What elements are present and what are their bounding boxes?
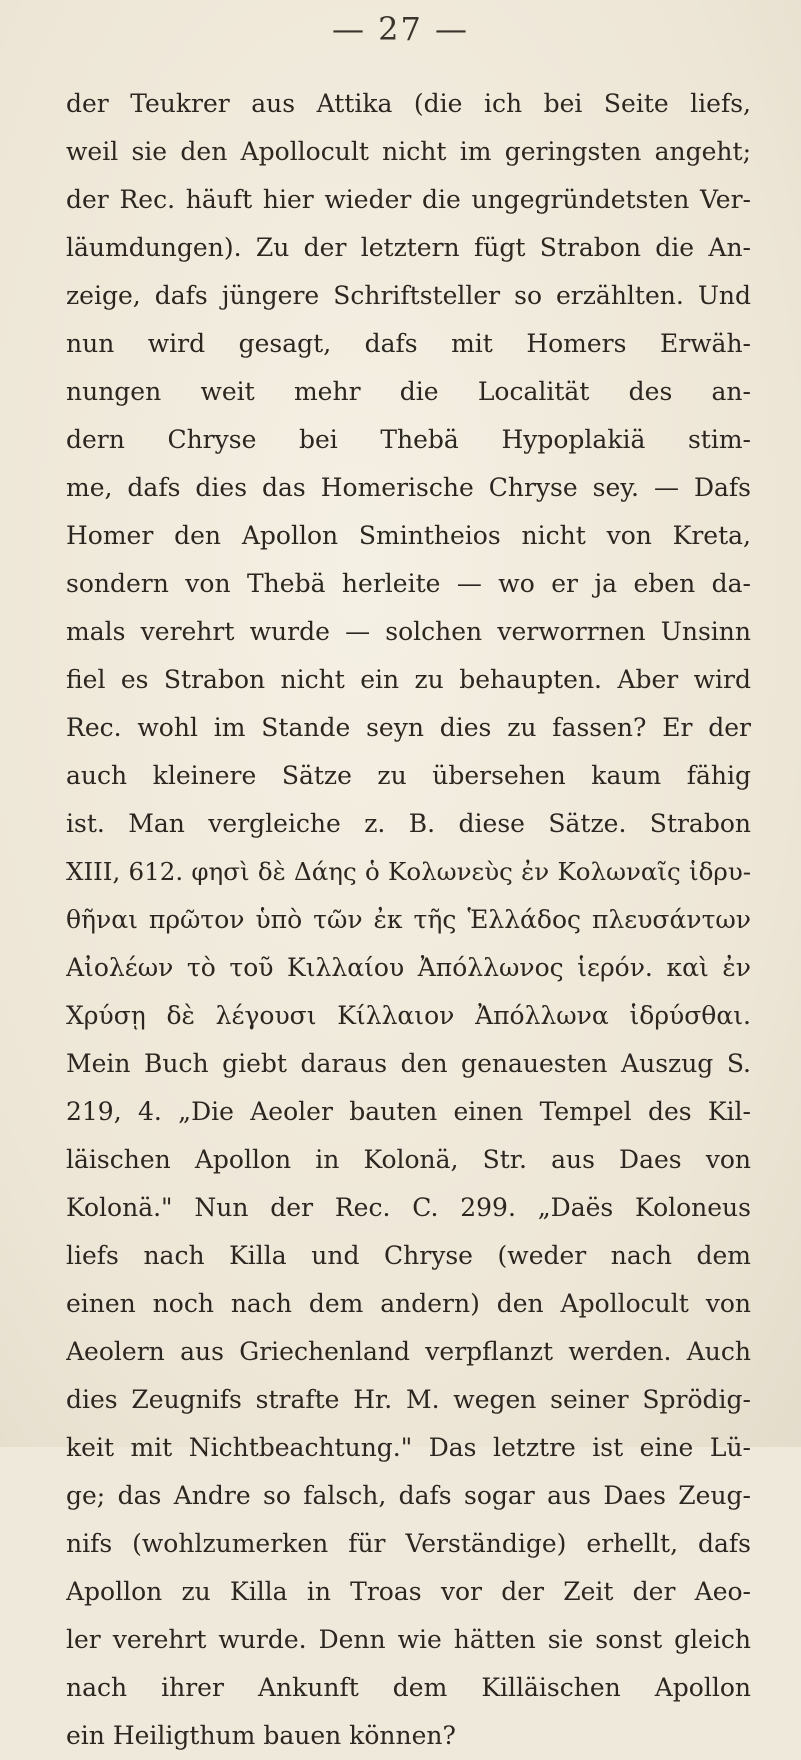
text-line: ein Heiligthum bauen können? <box>66 1721 456 1750</box>
text-line: ist. Man vergleiche z. B. diese Sätze. Strabon <box>66 809 751 838</box>
text-line: der Rec. häuft hier wieder die ungegründetsten Ver- <box>66 185 751 214</box>
text-line: nifs (wohlzumerken für Verständige) erhellt, dafs <box>66 1529 751 1558</box>
greek-text-line: XIII, 612. φησὶ δὲ Δάης ὁ Κολωνεὺς ἐν Κολωναῖς ἱδρυ- <box>66 857 751 886</box>
text-line: me, dafs dies das Homerische Chryse sey. — Dafs <box>66 473 751 502</box>
text-line: Homer den Apollon Smintheios nicht von Kreta, <box>66 521 751 550</box>
text-line: läumdungen). Zu der letztern fügt Strabon die An- <box>66 233 751 262</box>
greek-text-line: θῆναι πρῶτον ὑπὸ τῶν ἐκ τῆς Ἑλλάδος πλευσάντων <box>66 905 751 934</box>
text-line: nach ihrer Ankunft dem Killäischen Apollon <box>66 1673 751 1702</box>
text-line: einen noch nach dem andern) den Apollocult von <box>66 1289 751 1318</box>
text-line: nun wird gesagt, dafs mit Homers Erwäh- <box>66 329 751 358</box>
text-line: ge; das Andre so falsch, dafs sogar aus Daes Zeug- <box>66 1481 751 1510</box>
text-line: Aeolern aus Griechenland verpflanzt werden. Auch <box>66 1337 751 1366</box>
body-text <box>66 80 751 1760</box>
text-line: nungen weit mehr die Localität des an- <box>66 377 751 406</box>
text-line: 219, 4. „Die Aeoler bauten einen Tempel des Kil- <box>66 1097 751 1126</box>
page-number: — 27 — <box>331 10 470 48</box>
text-line: weil sie den Apollocult nicht im geringsten angeht; <box>66 137 751 166</box>
text-line: Apollon zu Killa in Troas vor der Zeit der Aeo- <box>66 1577 751 1606</box>
text-line: zeige, dafs jüngere Schriftsteller so erzählten. Und <box>66 281 751 310</box>
text-line: läischen Apollon in Kolonä, Str. aus Daes von <box>66 1145 751 1174</box>
text-line: dern Chryse bei Thebä Hypoplakiä stim- <box>66 425 751 454</box>
text-line: ler verehrt wurde. Denn wie hätten sie sonst gleich <box>66 1625 751 1654</box>
text-line: liefs nach Killa und Chryse (weder nach dem <box>66 1241 751 1270</box>
greek-text-line: Αἰολέων τὸ τοῦ Κιλλαίου Ἀπόλλωνος ἱερόν. καὶ ἐν <box>66 953 751 982</box>
text-line: Kolonä." Nun der Rec. C. 299. „Daës Koloneus <box>66 1193 751 1222</box>
text-line: dies Zeugnifs strafte Hr. M. wegen seiner Sprödig- <box>66 1385 751 1414</box>
text-line: sondern von Thebä herleite — wo er ja eben da- <box>66 569 751 598</box>
text-line: keit mit Nichtbeachtung." Das letztre ist eine Lü- <box>66 1433 751 1462</box>
text-line: der Teukrer aus Attika (die ich bei Seite liefs, <box>66 89 751 118</box>
text-line: mals verehrt wurde — solchen verworrnen Unsinn <box>66 617 751 646</box>
text-line: auch kleinere Sätze zu übersehen kaum fähig <box>66 761 751 790</box>
text-line: fiel es Strabon nicht ein zu behaupten. Aber wird <box>66 665 751 694</box>
text-line: Rec. wohl im Stande seyn dies zu fassen? Er der <box>66 713 751 742</box>
greek-text-line: Χρύσῃ δὲ λέγουσι Κίλλαιον Ἀπόλλωνα ἱδρύσθαι. <box>66 1001 751 1030</box>
text-line: Mein Buch giebt daraus den genauesten Auszug S. <box>66 1049 751 1078</box>
